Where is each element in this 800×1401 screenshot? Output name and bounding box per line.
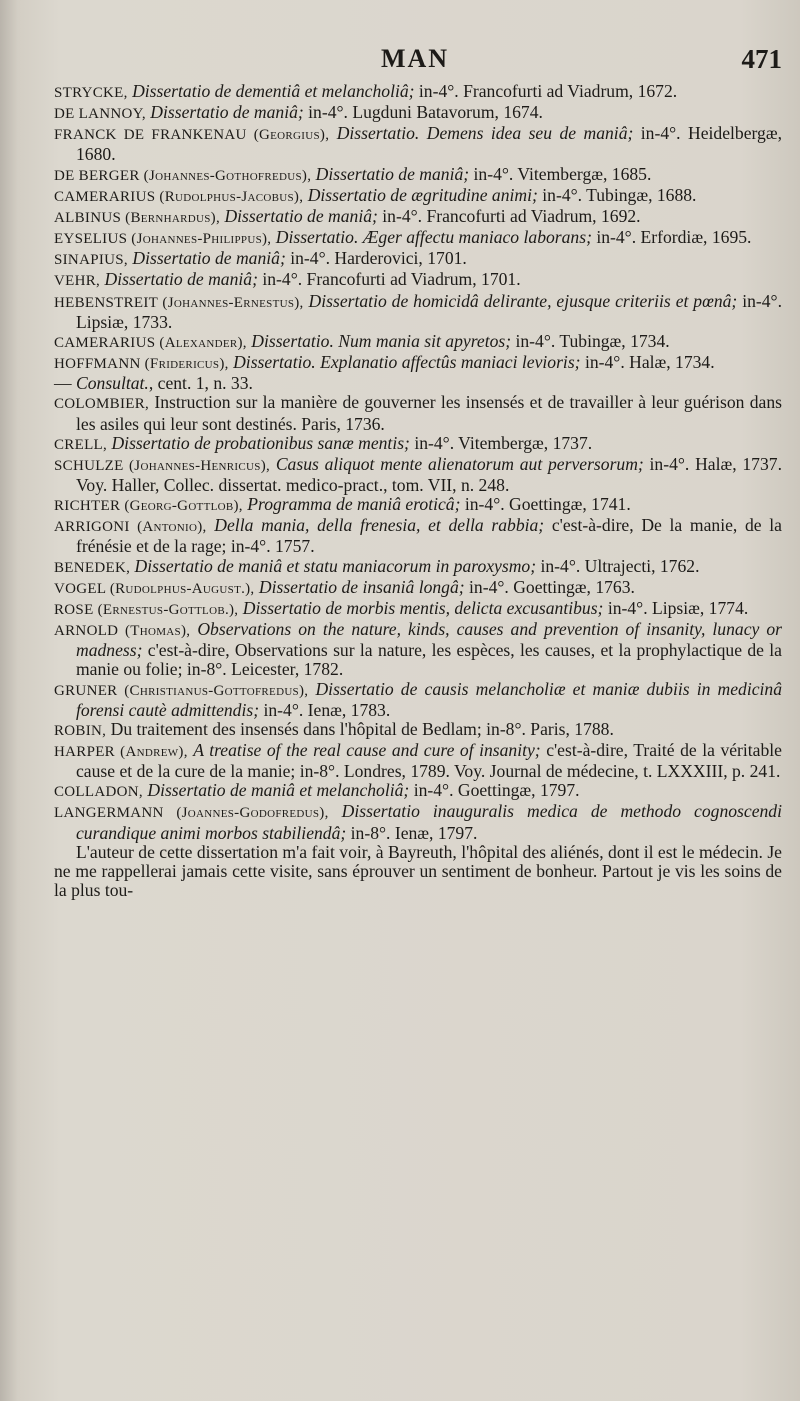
bibliography-entry — [54, 741, 782, 781]
entry-publication: in-4°. Francofurti ad Viadrum, 1701. — [262, 269, 521, 290]
commentary-paragraph: L'auteur de cette dissertation m'a fait voir, à Bayreuth, l'hôpital des aliénés, dont il est le médecin. Je ne me rappellerai jamais cette visite, sans éprouver un sentiment de bonheur. Partout je vis les soins de la plus tou- — [54, 841, 782, 901]
entry-publication: in-4°. Ultrajecti, 1762. — [540, 555, 700, 576]
entry-author: GRUNER (Christianus-Gottofredus), — [54, 682, 309, 699]
entry-title: Dissertatio de insaniâ longâ; — [258, 576, 465, 597]
entry-author: COLLADON, — [54, 784, 143, 801]
entry-publication: in-4°. Ienæ, 1783. — [263, 699, 391, 720]
entry-title: Programma de maniâ eroticâ; — [247, 494, 461, 515]
entry-title: Consultat. — [76, 373, 149, 394]
entry-author: DE BERGER (Johannes-Gothofredus), — [54, 167, 312, 184]
entry-author: FRANCK DE FRANKENAU (Georgius), — [54, 127, 330, 144]
entry-publication: in-4°. Vitembergæ, 1737. — [414, 432, 593, 453]
entry-author: VEHR, — [54, 273, 101, 290]
bibliography-entry — [54, 82, 782, 103]
entry-title: Dissertatio de maniâ; — [315, 163, 470, 184]
entry-publication: in-4°. Goettingæ, 1763. — [469, 576, 635, 597]
bibliography-entry — [54, 374, 782, 393]
entry-title: A treatise of the real cause and cure of insanity; — [193, 740, 541, 760]
entry-publication: Instruction sur la manière de gouverner les insensés et de travailler à leur guérison dans les asiles qui leur sont destinés. Paris, 1736. — [76, 392, 782, 434]
entry-author: SCHULZE (Johannes-Henricus), — [54, 457, 271, 474]
entry-author: BENEDEK, — [54, 559, 131, 576]
entry-publication: in-4°. Halæ, 1737. Voy. Haller, Collec. dissertat. medico-pract., tom. VII, n. 248. — [76, 453, 782, 495]
entry-title: Dissertatio. Demens idea seu de maniâ; — [336, 123, 634, 144]
entry-publication: , cent. 1, n. 33. — [148, 373, 253, 394]
bibliography-entry — [54, 228, 782, 249]
bibliography-entry — [54, 186, 782, 207]
bibliography-entry — [54, 620, 782, 679]
entry-author: RICHTER (Georg-Gottlob), — [54, 498, 243, 515]
entry-title: Dissertatio de morbis mentis, delicta excusantibus; — [242, 597, 604, 618]
bibliography-entry — [54, 557, 782, 578]
bibliography-entry — [54, 720, 782, 741]
entry-author: SINAPIUS, — [54, 252, 128, 269]
entry-publication: in-4°. Tubingæ, 1688. — [542, 184, 697, 205]
entry-title: Dissertatio de maniâ; — [104, 269, 258, 290]
bibliography-entry — [54, 393, 782, 433]
bibliography-entry — [54, 802, 782, 842]
bibliography-entry — [54, 353, 782, 374]
entry-author: HARPER (Andrew), — [54, 744, 188, 760]
entry-title: Dissertatio de maniâ; — [132, 248, 286, 269]
bibliography-entry — [54, 578, 782, 599]
entry-author: HEBENSTREIT (Johannes-Ernestus), — [54, 294, 304, 311]
entry-author: ARNOLD (Thomas), — [54, 623, 191, 640]
bibliography-entry — [54, 165, 782, 186]
entry-publication: in-4°. Francofurti ad Viadrum, 1672. — [418, 81, 678, 101]
entry-author: STRYCKE, — [54, 85, 128, 101]
bibliography-entry — [54, 332, 782, 353]
entry-author: CAMERARIUS (Alexander), — [54, 334, 247, 351]
entry-publication: in-4°. Lugduni Batavorum, 1674. — [308, 102, 543, 123]
entry-title: Dissertatio. Æger affectu maniaco laborans; — [275, 227, 592, 248]
entry-author: ROSE (Ernestus-Gottlob.), — [54, 601, 239, 618]
bibliography-entry — [54, 103, 782, 124]
entry-publication: in-4°. Halæ, 1734. — [584, 352, 715, 373]
entry-title: Observations on the nature, kinds, causes and prevention of insanity, lunacy or madness; — [76, 619, 782, 661]
entry-publication: in-4°. Erfordiæ, 1695. — [596, 227, 752, 248]
bibliography-entry — [54, 434, 782, 455]
entry-publication: c'est-à-dire, Observations sur la nature, les espèces, les causes, et la prophylactique de la manie ou folie; in-8°. Leicester, 1782. — [76, 640, 782, 680]
entry-publication: in-4°. Heidelbergæ, 1680. — [76, 123, 782, 165]
page-number: 471 — [741, 44, 782, 74]
entry-author: ALBINUS (Bernhardus), — [54, 209, 221, 226]
entry-author: CRELL, — [54, 436, 108, 453]
bibliography-entry — [54, 516, 782, 556]
entry-title: Dissertatio de maniâ; — [224, 205, 378, 226]
entry-title: Dissertatio. Num mania sit apyretos; — [251, 330, 512, 351]
entry-title: Dissertatio de ægritudine animi; — [307, 184, 538, 205]
entry-title: Dissertatio de maniâ; — [150, 102, 304, 123]
bibliography-entry — [54, 495, 782, 516]
entry-title: Dissertatio de maniâ et statu maniacorum in paroxysmo; — [134, 555, 537, 576]
entry-title: Dissertatio inauguralis medica de methodo cognoscendi curandique animi morbos stabiliendâ; — [76, 801, 782, 843]
entry-title: Dissertatio de dementiâ et melancholiâ; — [132, 81, 415, 101]
entry-dash: — — [54, 373, 72, 394]
entry-publication: in-4°. Goettingæ, 1797. — [413, 780, 580, 801]
entry-author: DE LANNOY, — [54, 106, 146, 123]
bibliography-entry — [54, 270, 782, 291]
entry-publication: in-4°. Vitembergæ, 1685. — [473, 163, 652, 184]
entry-author: LANGERMANN (Joannes-Godofredus), — [54, 805, 329, 822]
entry-publication: in-4°. Harderovici, 1701. — [290, 248, 467, 269]
entry-publication: in-4°. Lipsiæ, 1733. — [76, 290, 782, 332]
bibliography-entry — [54, 455, 782, 495]
bibliography-entry — [54, 249, 782, 270]
entry-publication: in-4°. Francofurti ad Viadrum, 1692. — [382, 205, 641, 226]
page-header — [48, 44, 782, 84]
entry-title: Dissertatio de causis melancholiæ et maniæ dubiis in medicinâ forensi cautè admittendis; — [76, 678, 783, 720]
bibliography-entry — [54, 124, 782, 164]
entry-title: Casus aliquot mente alienatorum aut perversorum; — [275, 453, 644, 474]
entry-publication: in-8°. Ienæ, 1797. — [350, 822, 478, 843]
entry-publication: in-4°. Goettingæ, 1741. — [464, 494, 631, 515]
bibliography-entry — [54, 680, 782, 720]
running-head: MAN — [380, 44, 450, 73]
entry-publication: Du traitement des insensés dans l'hôpital de Bedlam; in-8°. Paris, 1788. — [110, 718, 614, 739]
entry-author: CAMERARIUS (Rudolphus-Jacobus), — [54, 188, 304, 205]
entry-author: HOFFMANN (Fridericus), — [54, 356, 229, 373]
entry-publication: in-4°. Tubingæ, 1734. — [515, 330, 670, 351]
entry-publication: c'est-à-dire, Traité de la véritable cause et de la cure de la manie; in-8°. Londres, 1789. Voy. Journal de médecine, t. LXXXIII, p. 241. — [76, 740, 782, 782]
entry-title: Della mania, della frenesia, et della rabbia; — [214, 515, 545, 536]
entry-publication: c'est-à-dire, De la manie, de la frénésie et de la rage; in-4°. 1757. — [76, 515, 782, 557]
bibliography-list — [54, 82, 782, 900]
entry-author: EYSELIUS (Johannes-Philippus), — [54, 231, 272, 248]
bibliography-entry — [54, 781, 782, 802]
entry-author: VOGEL (Rudolphus-August.), — [54, 580, 255, 597]
bibliography-entry — [54, 599, 782, 620]
bibliography-entry — [54, 207, 782, 228]
entry-author: ROBIN, — [54, 722, 107, 739]
entry-author: ARRIGONI (Antonio), — [54, 519, 207, 536]
entry-title: Dissertatio de homicidâ delirante, ejusque criteriis et pœnâ; — [308, 290, 738, 311]
entry-publication: in-4°. Lipsiæ, 1774. — [607, 597, 749, 618]
bibliography-entry — [54, 292, 782, 332]
entry-title: Dissertatio de probationibus sanæ mentis; — [111, 432, 410, 453]
entry-title: Dissertatio de maniâ et melancholiâ; — [147, 780, 410, 801]
entry-author: COLOMBIER, — [54, 396, 150, 413]
entry-title: Dissertatio. Explanatio affectûs maniaci levioris; — [233, 352, 581, 373]
